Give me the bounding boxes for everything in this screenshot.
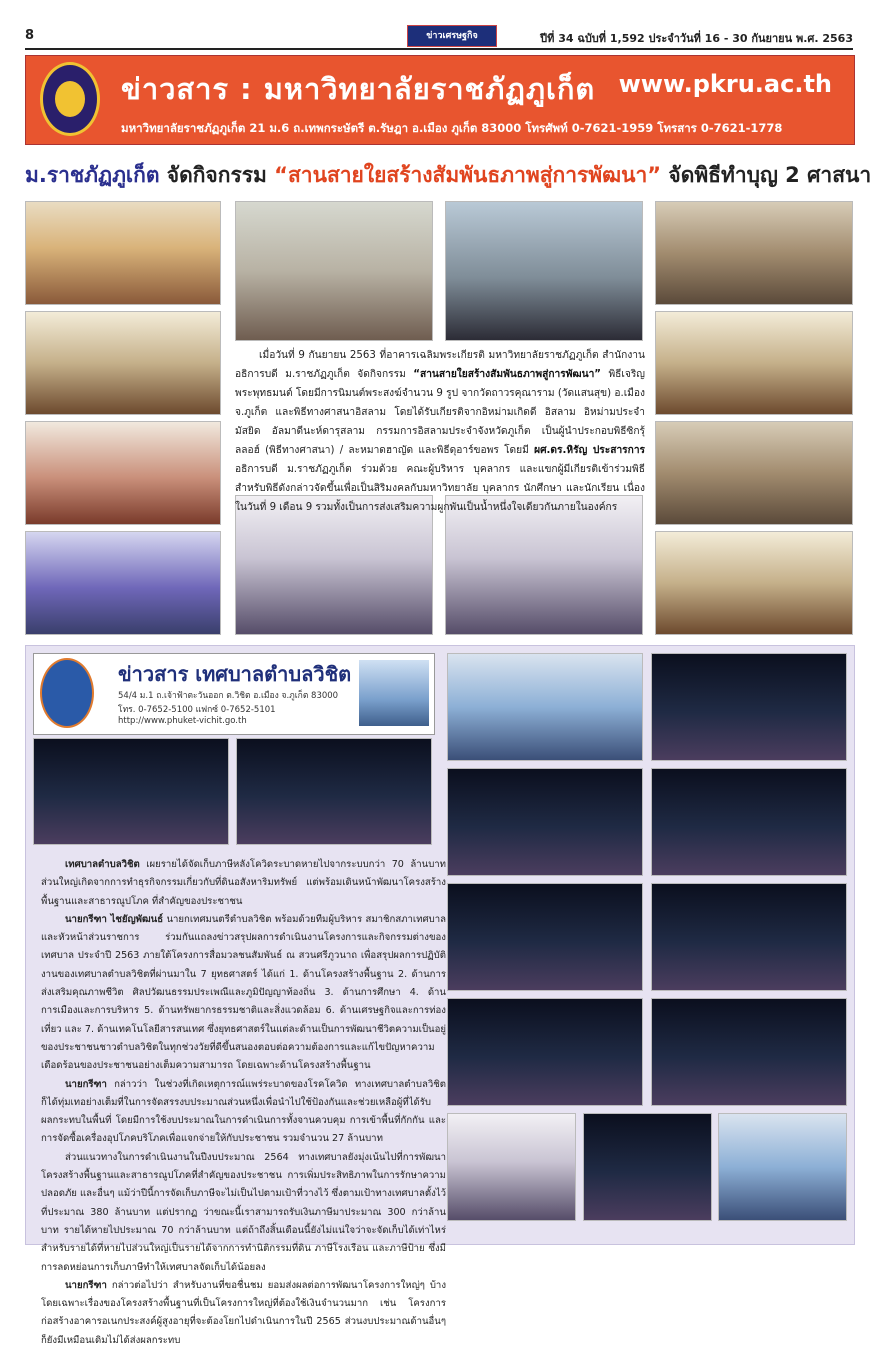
photo-vichit-kids-awards: [583, 1113, 712, 1221]
university-banner: [25, 55, 855, 145]
vichit-municipality-logo-icon: [40, 658, 94, 728]
vichit-para-lead: นายกรีฑา: [65, 1279, 107, 1291]
page-header-bar: [25, 24, 853, 50]
article-activity-name: “สานสายใยสร้างสัมพันธภาพสู่การพัฒนา”: [413, 369, 601, 380]
photo-islamic-prayer: [655, 311, 853, 415]
banner-url[interactable]: www.pkru.ac.th: [618, 70, 832, 98]
headline-activity: “สานสายใยสร้างสัมพันธภาพสู่การพัฒนา”: [274, 163, 662, 187]
photo-vichit-certificates-2: [651, 768, 847, 876]
photo-vichit-awards-1: [447, 883, 643, 991]
vichit-para-text: นายกเทศมนตรีตำบลวิชิต พร้อมด้วยทีมผู้บริหาร สมาชิกสภาเทศบาล และหัวหน้าส่วนราชการ ร่วมกันแถลงข่าวสรุปผลการดำเนินงานโครงการและกิจกรรมต่างของเทศบาล ประจำปี 2563 ภายใต้โครงการสื่อมวลชนสัมพันธ์ ณ สวนศรีภูวนาถ เพื่อสรุปผลการปฏิบัติงานของเทศบาลตำบลวิชิตที่ผ่านมาใน 7 ยุทธศาสตร์ ได้แก่ 1. ด้านโครงสร้างพื้นฐาน 2. ด้านการส่งเสริมคุณภาพชีวิต ศิลปวัฒนธรรมประเพณีและภูมิปัญญาท้องถิ่น 3. ด้านการศึกษา 4. ด้านการเมืองและการบริหาร 5. ด้านทรัพยากรธรรมชาติและสิ่งแวดล้อม 6. ด้านเศรษฐกิจและการท่องเที่ยว และ 7. ด้านเทคโนโลยีสารสนเทศ ซึ่งยุทธศาสตร์ในแต่ละด้านเป็นการพัฒนาชีวิตความเป็นอยู่ของประชาชนชาวตำบลวิชิตในทุกช่วงวัยที่ดีขึ้นสนองตอบต่อความต้องการและแก้ไขปัญหาความเดือดร้อนของประชาชนอย่างเต็มความสามารถ โดยเฉพาะด้านโครงสร้างพื้นฐาน: [41, 913, 446, 1072]
vichit-para-text: ส่วนแนวทางในการดำเนินงานในปีงบประมาณ 2564 ทางเทศบาลยังมุ่งเน้นไปที่การพัฒนาโครงสร้างพื้นฐานและสาธารณูปโภคที่สำคัญของประชาชน การเพิ่มประสิทธิภาพในการรักษาความปลอดภัย และอื่นๆ แม้ว่าปีนี้การจัดเก็บภาษีจะไม่เป็นไปตามเป้าที่วางไว้ ซึ่งตามเป้าทางเทศบาลตั้งไว้ที่ประมาณ 380 ล้านบาท แต่ปรากฏ ว่าขณะนี้เราสามารถรับเงินภาษีมาประมาณ 300 กว่าล้านบาท รายได้หายไปประมาณ 70 กว่าล้านบาท แต่ถ้าถึงสิ้นเดือนนี้ยังไม่แน่ใจว่าจะจัดเก็บได้เท่าไหร่ สำหรับรายได้ที่หายไปส่วนใหญ่เป็นรายได้จากการทำนิติกรรมที่ดิน ภาษีโรงเรือน และภาษีป้าย ซึ่งมีการลดหย่อนการเก็บภาษีทำให้เทศบาลจัดเก็บได้น้อยลง: [41, 1151, 447, 1273]
photo-monks-row: [25, 311, 221, 415]
photo-vichit-night-group-1: [33, 738, 229, 845]
vichit-para-text: กล่าวว่า ในช่วงที่เกิดเหตุการณ์แพร่ระบาดของโรคโควิด ทางเทศบาลตำบลวิชิตก็ได้ทุ่มเทอย่างเต็มที่ในการจัดสรรงบประมาณส่วนหนึ่งเพื่อนำไปใช้ป้องกันและช่วยเหลือผู้ที่ได้รับผลกระทบในพื้นที่ โดยมีการใช้งบประมาณในการดำเนินการทั้งจานควบคุม การเข้าพื้นที่กักกัน และการจัดซื้อเครื่องอุปโภคบริโภคเพื่อแจกจ่ายให้กับประชาชน รวมจำนวน 27 ล้านบาท: [41, 1078, 446, 1145]
article-body-2: อธิการบดี ม.ราชภัฏภูเก็ต ร่วมด้วย คณะผู้บริหาร บุคลากร และแขกผู้มีเกียรติเข้าร่วมพิธี สำหรับพิธีดังกล่าวจัดขึ้นเพื่อเป็นสิริมงคลกับมหาวิทยาลัย บุคลากร นักศึกษา และนักเรียน เนื่องในวันที่ 9 เดือน 9 รวมทั้งเป็นการส่งเสริมความผูกพันเป็นน้ำหนึ่งใจเดียวกันภายในองค์กร: [235, 464, 645, 513]
photo-vichit-students-2: [651, 998, 847, 1106]
newspaper-masthead-logo: ข่าวเศรษฐกิจ: [407, 25, 497, 47]
vichit-para-lead: นายกรีฑา: [65, 1078, 107, 1090]
banner-title: ข่าวสาร : มหาวิทยาลัยราชภัฏภูเก็ต: [121, 72, 596, 106]
banner-address: มหาวิทยาลัยราชภัฏภูเก็ต 21 ม.6 ถ.เทพกระษัตรี ต.รัษฎา อ.เมือง ภูเก็ต 83000 โทรศัพท์ 0-7621-1959 โทรสาร 0-7621-1778: [121, 121, 783, 135]
article-body-1: พิธีเจริญพระพุทธมนต์ โดยมีการนิมนต์พระสงฆ์จำนวน 9 รูป จากวัดถาวรคุณาราม (วัดแสนสุข) อ.เมือง จ.ภูเก็ต และพิธีทางศาสนาอิสลาม โดยได้รับเกียรติจากอิหม่ามเกิดดี อิสลาม อิหม่ามประจำมัสยิด อัลมาดีนะห์ดารุสลาม กรรมการอิสลามประจำจังหวัดภูเก็ต เป็นผู้นำประกอบพิธีซิกรุ้ลลอฮ์ (พิธีทางศาสนา) / ละหมาดฮาญัด และพิธีดุอาร์ขอพร โดยมี: [235, 369, 645, 456]
vichit-header: [33, 653, 435, 735]
vichit-para-text: กล่าวต่อไปว่า สำหรับงานที่ขอชื่นชม ยอมส่งผลต่อการพัฒนาโครงการใหญ่ๆ บ้าง โดยเฉพาะเรื่องของโครงสร้างพื้นฐานที่เป็นโครงการใหญ่ที่ต้องใช้เงินจำนวนมาก เช่น โครงการก่อสร้างอาคารอเนกประสงค์ผู้สูงอายุที่จะต้องโยกไปดำเนินการในปี 2565 ส่วนงบประมาณด้านอื่นๆ ก็ยังมีเหมือนเดิมไม่ได้ส่งผลกระทบ: [41, 1279, 446, 1346]
vichit-paragraph: [41, 1149, 446, 1277]
article-intro: เมื่อวันที่ 9 กันยายน 2563 ที่อาคารเฉลิมพระเกียรติ มหาวิทยาลัยราชภัฏภูเก็ต สำนักงานอธิการบดี ม.ราชภัฏภูเก็ต จัดกิจกรรม: [235, 350, 645, 380]
main-headline: [25, 159, 872, 192]
vichit-title: ข่าวสาร เทศบาลตำบลวิชิต: [118, 662, 352, 686]
photo-group-islamic-guests: [235, 201, 433, 341]
photo-kneeling-prayer: [655, 421, 853, 525]
photo-vichit-certificates-1: [447, 768, 643, 876]
vichit-office-photo: [359, 660, 429, 726]
issue-line: ปีที่ 34 ฉบับที่ 1,592 ประจำวันที่ 16 - 30 กันยายน พ.ศ. 2563: [540, 32, 853, 45]
headline-verb: จัดกิจกรรม: [159, 163, 275, 187]
headline-ceremony: จัดพิธีทำบุญ 2 ศาสนา: [661, 163, 872, 187]
photo-vichit-students-1: [447, 998, 643, 1106]
photo-monks-ceremony: [25, 201, 221, 305]
vichit-address: 54/4 ม.1 ถ.เจ้าฟ้าตะวันออก ต.วิชิต อ.เมือง จ.ภูเก็ต 83000: [118, 691, 339, 701]
vichit-section: [25, 645, 855, 1346]
headline-university: ม.ราชภัฏภูเก็ต: [25, 163, 160, 187]
photo-speaker-microphone: [445, 201, 643, 341]
vichit-website[interactable]: http://www.phuket-vichit.go.th: [118, 716, 247, 726]
vichit-phone: โทร. 0-7652-5100 แฟกซ์ 0-7652-5101: [118, 705, 276, 715]
vichit-para-lead: เทศบาลตำบลวิชิต: [65, 859, 140, 870]
vichit-para-lead: นายกรีฑา ไชยัญพัฒนธ์: [65, 913, 164, 925]
photo-imam-standing: [655, 531, 853, 635]
photo-university-building: [25, 531, 221, 635]
vichit-paragraph: [41, 856, 446, 911]
photo-vichit-family: [718, 1113, 847, 1221]
vichit-article: [41, 856, 446, 1350]
photo-vichit-children: [447, 1113, 576, 1221]
page-number: 8: [25, 28, 35, 43]
photo-vichit-press-group: [447, 653, 643, 761]
vichit-paragraph: [41, 1076, 446, 1149]
photo-vichit-awards-2: [651, 883, 847, 991]
vichit-para-text: เผยรายได้จัดเก็บภาษีหลังโควิดระบาดหายไปจากระบบกว่า 70 ล้านบาท ส่วนใหญ่เกิดจากการทำธุรกิจกรรมเกี่ยวกับที่ดินอสังหาริมทรัพย์ แต่พร้อมเดินหน้าพัฒนาโครงสร้างพื้นฐานและสาธารณูปโภค ที่สำคัญของประชาชน: [41, 859, 446, 907]
photo-vichit-seated-panel: [651, 653, 847, 761]
vichit-paragraph: [41, 911, 446, 1076]
photo-dancer: [25, 421, 221, 525]
article-person-name: ผศ.ดร.หิรัญ ประสารการ: [534, 445, 646, 456]
university-seal-icon: [40, 62, 100, 136]
photo-vichit-night-group-2: [236, 738, 432, 845]
main-article: [235, 346, 645, 517]
photo-prayer-hall: [655, 201, 853, 305]
article-paragraph: [235, 346, 645, 517]
vichit-paragraph: [41, 1277, 446, 1350]
